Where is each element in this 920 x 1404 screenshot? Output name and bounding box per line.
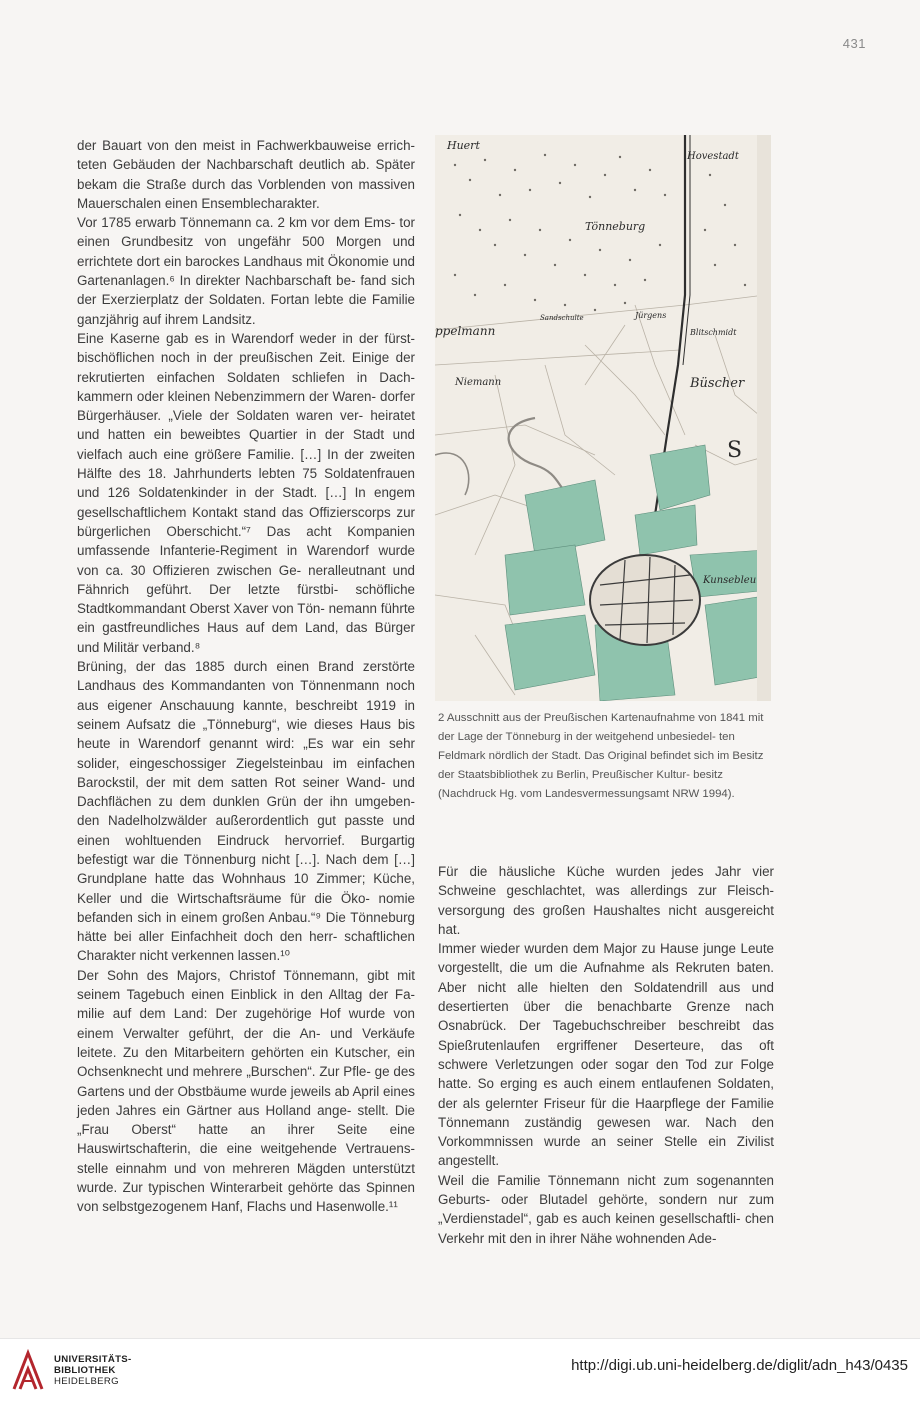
library-line-2: BIBLIOTHEK bbox=[54, 1365, 116, 1376]
figure-caption bbox=[438, 709, 774, 804]
map-label-kunsebleu: Kunsebleu bbox=[703, 575, 757, 586]
paragraph: der Bauart von den meist in Fachwerkbauweise errich- teten Gebäuden der Nachbarschaft deutlich ab. Später bekam die Straße durch das Vorblenden von massiven Mauerschalen einen Ensemblecharakter. bbox=[77, 138, 415, 211]
paragraph: Brüning, der das 1885 durch einen Brand zerstörte Landhaus des Kommandanten von Tönnenmann noch aus eigener Anschauung kannte, beschreibt 1919 in seinem Aufsatz die „Tönneburg“, wie dieses Haus bis heute in Warendorf genannt wird: „Es war ein sehr solider, eingeschossiger Ziegelsteinbau im einfachen Barockstil, der mit dem satten Rot seiner Wand- und Dachflächen zu dem dunklen Grün der ihn umgeben- den Nadelholzwälder außerordentlich gut passte und einen wohltuenden Eindruck hervorrief. Burgartig befestigt war die Tönnenburg nicht […]. Nach dem […] Grundplane hatte das Wohnhaus 10 Zimmer; Küche, Keller und die Wirtschaftsräume für die Öko- nomie befanden sich in einem großen Anbau.“⁹ Die Tönneburg hätte bei aller Einfachheit doch den herr- schaftlichen Charakter nicht verkennen lassen.¹⁰ bbox=[77, 659, 415, 964]
map-label-buscher: Büscher bbox=[690, 376, 745, 391]
map-illustration bbox=[435, 135, 771, 701]
map-label-niemann: Niemann bbox=[455, 377, 502, 388]
map-label-sandschulte: Sandschulte bbox=[540, 314, 584, 322]
viewer-footer bbox=[0, 1338, 920, 1404]
town-block bbox=[590, 555, 700, 645]
permalink-url[interactable]: http://digi.ub.uni-heidelberg.de/diglit/adn_h43/0435 bbox=[571, 1357, 908, 1374]
library-line-3: HEIDELBERG bbox=[54, 1376, 119, 1387]
historic-map-figure bbox=[435, 135, 771, 701]
page-number: 431 bbox=[842, 36, 866, 51]
left-text-column bbox=[77, 136, 415, 1217]
map-label-blitschmidt: Blitschmidt bbox=[690, 328, 737, 337]
library-line-1: UNIVERSITÄTS- bbox=[54, 1354, 132, 1365]
library-name[interactable] bbox=[54, 1354, 131, 1387]
caption-text: 2 Ausschnitt aus der Preußischen Kartenaufnahme von 1841 mit der Lage der Tönneburg in der weitgehend unbesiedel- ten Feldmark nördlich der Stadt. Das Original befindet sich im Besitz der Staatsbibliothek zu Berlin, Preußischer Kultur- besitz (Nachdruck Hg. vom Landesvermessungsamt NRW 1994). bbox=[438, 712, 764, 800]
paragraph: Der Sohn des Majors, Christof Tönnemann, gibt mit seinem Tagebuch einen Einblick in den Alltag der Fa- milie auf dem Land: Der zugehörige Hof wurde von einem Verwalter geführt, der die An- und Verkäufe leitete. Zu den Mitarbeitern gehörten ein Kutscher, ein Ochsenknecht und mehrere „Burschen“. Zur Pfle- ge des Gartens und der Obstbäume wurde jeweils ab April eines jeden Jahres ein Gärtner aus Holland ange- stellt. Die „Frau Oberst“ hatte an ihrer Seite eine Hauswirtschafterin, die eine weitgehende Vertrauens- stelle einnahm und von mehreren Mägden unterstützt wurde. Zur typischen Winterarbeit gehörte das Spinnen von selbstgezogenem Hanf, Flachs und Hasenwolle.¹¹ bbox=[77, 967, 415, 1215]
paragraph: Vor 1785 erwarb Tönnemann ca. 2 km vor dem Ems- tor einen Grundbesitz von ungefähr 500 Morgen und errichtete dort ein barockes Landhaus mit Ökonomie und Gartenanlagen.⁶ In direkter Nachbarschaft be- fand sich der Exerzierplatz der Soldaten. Fortan lebte die Familie ganzjährig auf ihrem Landsitz. bbox=[77, 215, 415, 327]
map-label-ppelmann: ppelmann bbox=[435, 324, 496, 338]
paragraph: Eine Kaserne gab es in Warendorf weder in der fürst- bischöflichen noch in der preußischen Zeit. Einige der rekrutierten einfachen Soldaten schliefen in Dach- kammern oder kleinen Nebenzimmern der Waren- dorfer Bürgerhäuser. „Viele der Soldaten waren ver- heiratet und hatten ein beweibtes Quartier in der Stadt und vielfach auch eine größere Familie. […] In der zweiten Hälfte des 18. Jahrhunderts lebten 75 Soldatenfrauen und 126 Soldatenkinder in der Stadt. […] In engem gesellschaftlichem Kontakt stand das Offizierscorps zur bürgerlichen Oberschicht.“⁷ Das acht Kompanien umfassende Infanterie-Regiment in Warendorf wurde von ca. 30 Offizieren zwischen Ge- neralleutnant und Fähnrich geführt. Der letzte fürstbi- schöfliche Stadtkommandant Oberst Xaver von Tön- nemann führte ein gastfreundliches Haus auf dem Land, das Bürger und Militär verband.⁸ bbox=[77, 330, 415, 655]
map-label-huert: Huert bbox=[447, 139, 480, 152]
map-label-hovestadt: Hovestadt bbox=[687, 151, 739, 162]
library-logo-icon[interactable] bbox=[10, 1349, 46, 1393]
paragraph: Weil die Familie Tönnemann nicht zum sogenannten Geburts- oder Blutadel gehörte, sondern nur zum „Verdienstadel“, gab es auch keinen gesellschaftli- chen Verkehr mit den in ihrer Nähe wohnenden Ade- bbox=[438, 1172, 774, 1246]
right-text-column bbox=[438, 862, 774, 1248]
map-label-jurgens: Jürgens bbox=[635, 311, 667, 320]
map-label-side-letter: S bbox=[727, 438, 743, 463]
paragraph: Für die häusliche Küche wurden jedes Jahr vier Schweine geschlachtet, was allerdings zur Fleisch- versorgung des großen Haushaltes nicht ausgereicht hat. bbox=[438, 864, 774, 937]
map-label-tonneburg: Tönneburg bbox=[585, 220, 646, 233]
paragraph: Immer wieder wurden dem Major zu Hause junge Leute vorgestellt, die um die Aufnahme als Rekruten baten. Aber nicht alle hielten den Soldatendrill aus und desertierten über die benachbarte Grenze nach Osnabrück. Der Tagebuchschreiber beschreibt das Spießrutenlaufen ergriffener Deserteure, das oft schwere Verletzungen oder sogar den Tod zur Folge hatte. So erging es auch einem entlaufenen Soldaten, der als gelernter Friseur für die Haarpflege der Familie Tönnemann zuständig gewesen war. Nach den Vorkommnissen wurde an seiner Stelle ein Zivilist angestellt. bbox=[438, 941, 774, 1169]
